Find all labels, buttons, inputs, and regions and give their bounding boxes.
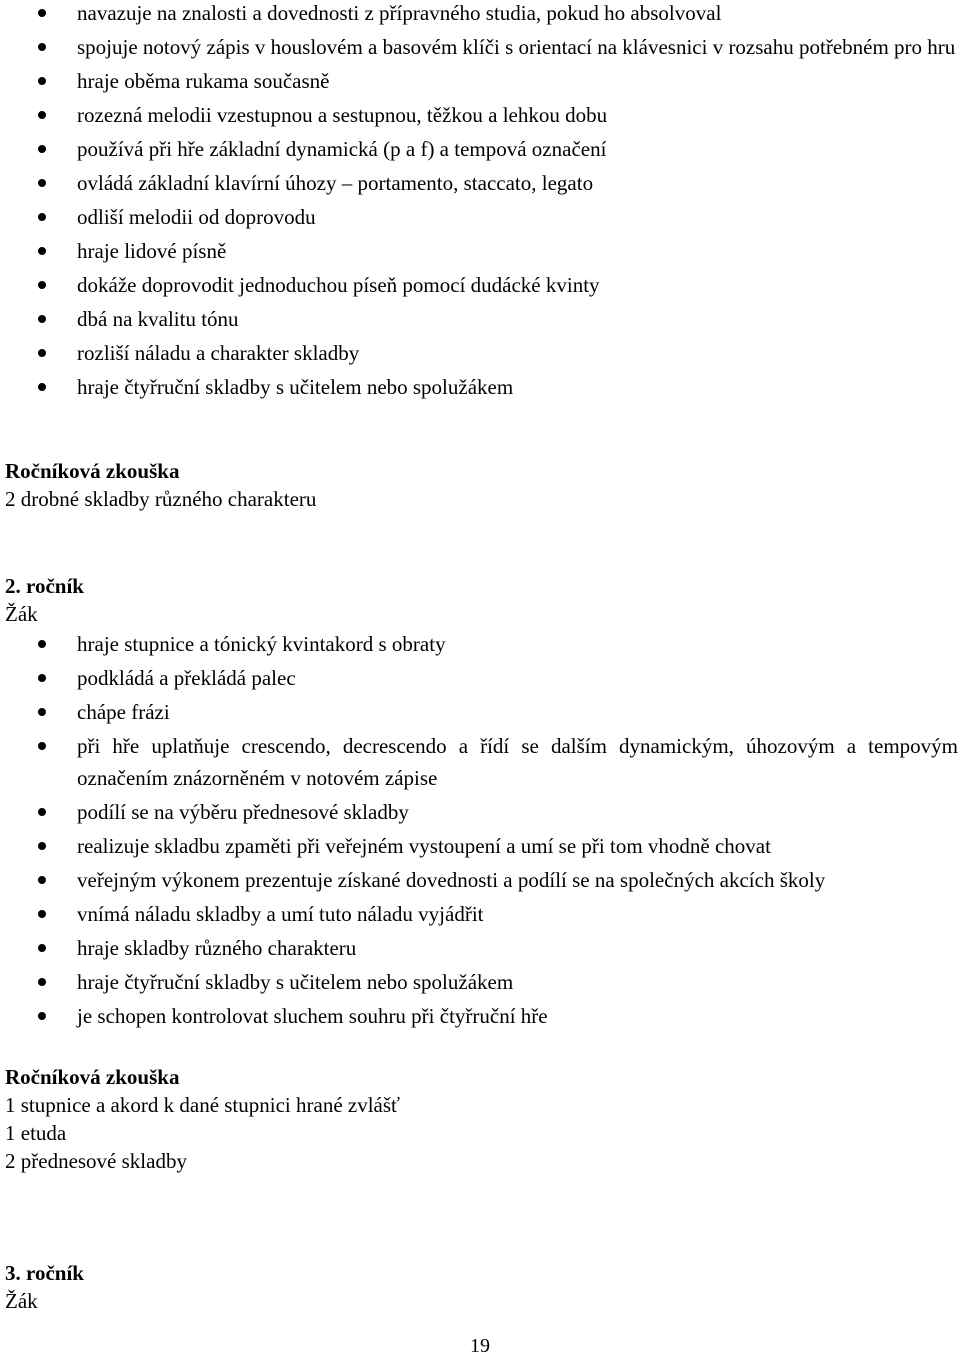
list-item: hraje čtyřruční skladby s učitelem nebo spolužákem	[0, 966, 960, 998]
bullet-icon	[38, 978, 46, 986]
bullet-icon	[38, 77, 46, 85]
year-heading: 3. ročník	[5, 1261, 84, 1285]
exam-line: 1 etuda	[5, 1121, 67, 1145]
list-item: podkládá a překládá palec	[0, 662, 960, 694]
list-item: hraje skladby různého charakteru	[0, 932, 960, 964]
bullet-icon	[38, 349, 46, 357]
bullet-icon	[38, 910, 46, 918]
bullet-icon	[38, 145, 46, 153]
list-item: vnímá náladu skladby a umí tuto náladu vyjádřit	[0, 898, 960, 930]
list-item: navazuje na znalosti a dovednosti z přípravného studia, pokud ho absolvoval	[0, 0, 960, 29]
year3-section-header	[5, 1259, 945, 1315]
bullet-icon	[38, 111, 46, 119]
bullet-icon	[38, 742, 46, 750]
bullet-icon	[38, 247, 46, 255]
list-item: chápe frázi	[0, 696, 960, 728]
list-item: spojuje notový zápis v houslovém a basovém klíči s orientací na klávesnici v rozsahu potřebném pro hru	[0, 31, 960, 63]
bullet-icon	[38, 179, 46, 187]
list-item: používá při hře základní dynamická (p a f) a tempová označení	[0, 133, 960, 165]
bullet-icon	[38, 213, 46, 221]
list-item: hraje stupnice a tónický kvintakord s obraty	[0, 628, 960, 660]
bullet-icon	[38, 1012, 46, 1020]
year2-section-header	[5, 572, 945, 628]
outcomes-list-year2	[0, 628, 960, 1034]
bullet-icon	[38, 876, 46, 884]
bullet-icon	[38, 708, 46, 716]
bullet-icon	[38, 808, 46, 816]
list-item: hraje čtyřruční skladby s učitelem nebo spolužákem	[0, 371, 960, 403]
year-subheading: Žák	[5, 602, 38, 626]
exam-section-year1	[5, 457, 945, 513]
list-item: dbá na kvalitu tónu	[0, 303, 960, 335]
bullet-icon	[38, 944, 46, 952]
list-item: podílí se na výběru přednesové skladby	[0, 796, 960, 828]
exam-line: 2 drobné skladby různého charakteru	[5, 487, 317, 511]
list-item: je schopen kontrolovat sluchem souhru při čtyřruční hře	[0, 1000, 960, 1032]
exam-heading: Ročníková zkouška	[5, 459, 180, 483]
list-item: ovládá základní klavírní úhozy – portamento, staccato, legato	[0, 167, 960, 199]
list-item: hraje oběma rukama současně	[0, 65, 960, 97]
exam-line: 2 přednesové skladby	[5, 1149, 187, 1173]
page-number: 19	[470, 1335, 490, 1357]
list-item: rozliší náladu a charakter skladby	[0, 337, 960, 369]
exam-section-year2	[5, 1063, 945, 1175]
list-item: realizuje skladbu zpaměti při veřejném vystoupení a umí se při tom vhodně chovat	[0, 830, 960, 862]
year-subheading: Žák	[5, 1289, 38, 1313]
bullet-icon	[38, 383, 46, 391]
outcomes-list-year1	[0, 0, 960, 405]
exam-line: 1 stupnice a akord k dané stupnici hrané zvlášť	[5, 1093, 401, 1117]
bullet-icon	[38, 315, 46, 323]
bullet-icon	[38, 640, 46, 648]
bullet-icon	[38, 281, 46, 289]
bullet-icon	[38, 674, 46, 682]
list-item: rozezná melodii vzestupnou a sestupnou, těžkou a lehkou dobu	[0, 99, 960, 131]
list-item: veřejným výkonem prezentuje získané dovednosti a podílí se na společných akcích školy	[0, 864, 960, 896]
bullet-icon	[38, 43, 46, 51]
bullet-icon	[38, 842, 46, 850]
year-heading: 2. ročník	[5, 574, 84, 598]
exam-heading: Ročníková zkouška	[5, 1065, 180, 1089]
list-item: hraje lidové písně	[0, 235, 960, 267]
bullet-icon	[38, 9, 46, 17]
list-item: odliší melodii od doprovodu	[0, 201, 960, 233]
list-item: dokáže doprovodit jednoduchou píseň pomocí dudácké kvinty	[0, 269, 960, 301]
list-item: při hře uplatňuje crescendo, decrescendo a řídí se dalším dynamickým, úhozovým a tempovým označením znázorněném v notovém zápise	[0, 730, 960, 794]
